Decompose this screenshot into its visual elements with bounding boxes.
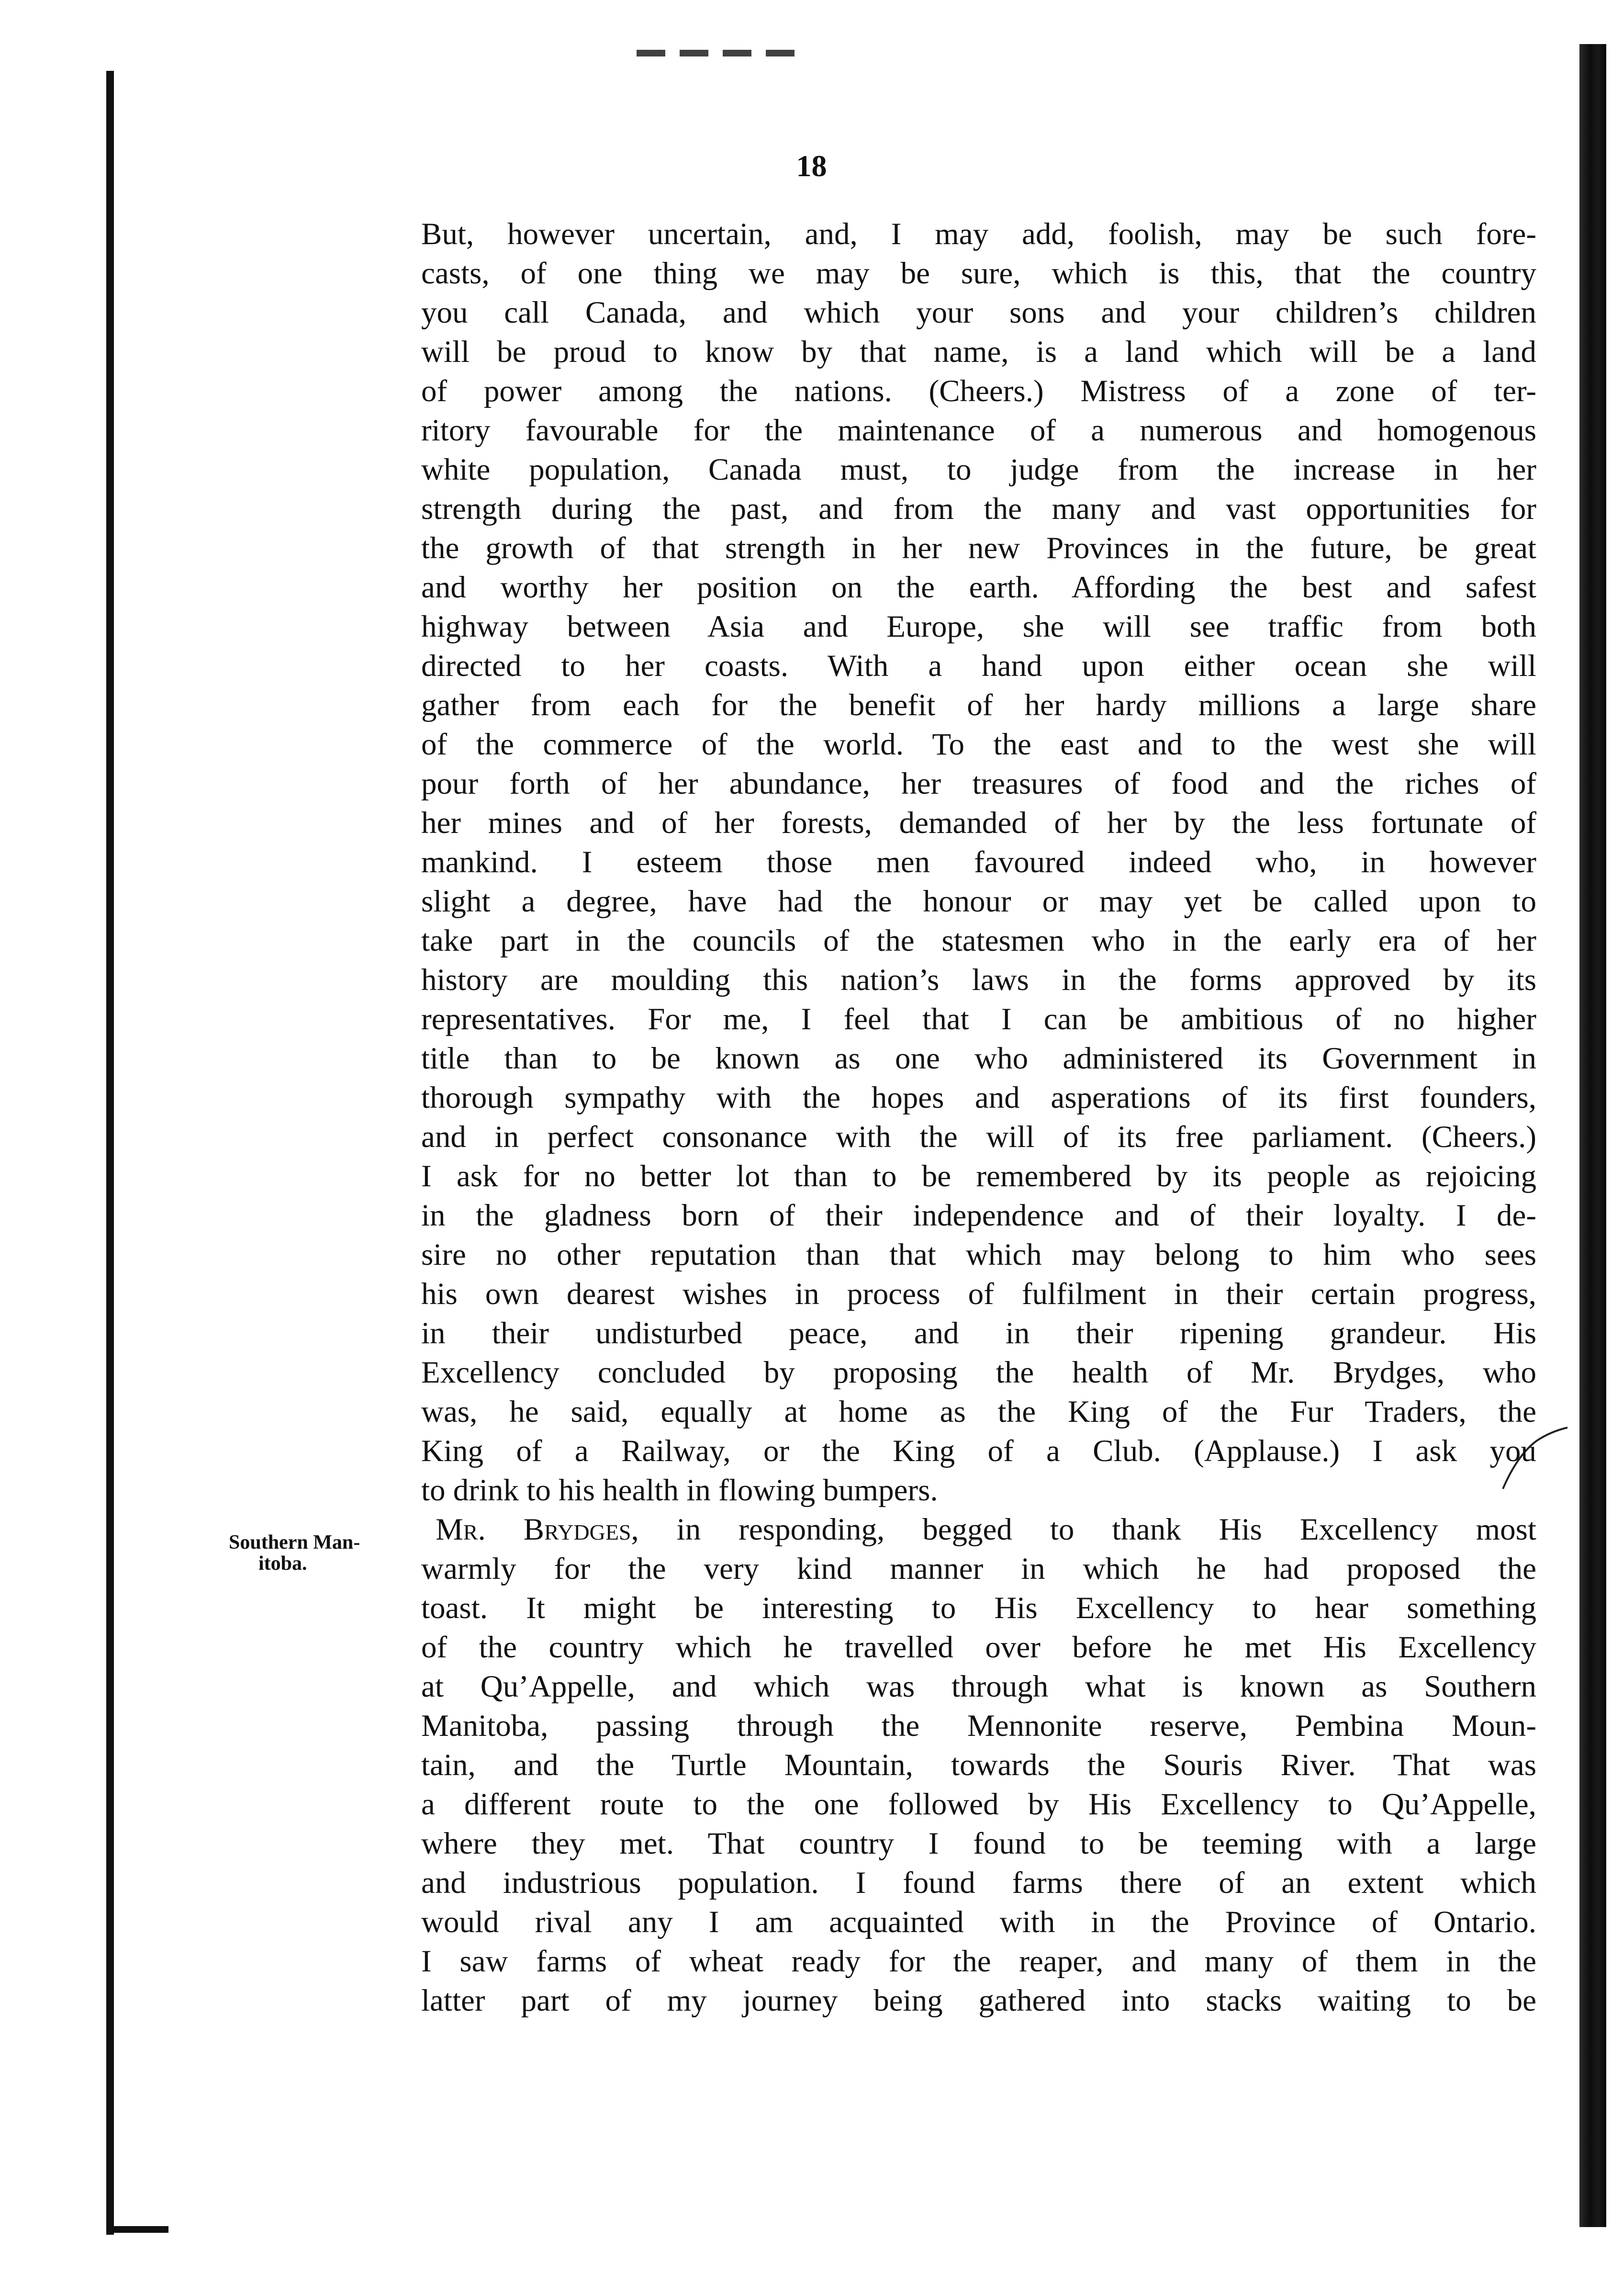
- text-line: [421, 1510, 1536, 1549]
- text-line: a different route to the one followed by His Excellency to Qu’Appelle,: [421, 1787, 1536, 1822]
- text-line: pour forth of her abundance, her treasures of food and the riches of: [421, 766, 1536, 801]
- text-line: title than to be known as one who administered its Government in: [421, 1041, 1536, 1076]
- text-line: and industrious population. I found farms there of an extent which: [421, 1866, 1536, 1900]
- text-line: white population, Canada must, to judge from the increase in her: [421, 452, 1536, 487]
- text-line: of power among the nations. (Cheers.) Mistress of a zone of ter-: [421, 374, 1536, 408]
- text-line: take part in the councils of the statesmen who in the early era of her: [421, 923, 1536, 958]
- text-line: of the commerce of the world. To the east and to the west she will: [421, 727, 1536, 762]
- text-line: strength during the past, and from the many and vast opportunities for: [421, 492, 1536, 526]
- text-line: highway between Asia and Europe, she will see traffic from both: [421, 609, 1536, 644]
- text-line: where they met. That country I found to be teeming with a large: [421, 1826, 1536, 1861]
- text-line: the growth of that strength in her new Provinces in the future, be great: [421, 531, 1536, 565]
- text-line: you call Canada, and which your sons and your children’s children: [421, 295, 1536, 330]
- margin-note: [229, 1532, 415, 1574]
- text-line: But, however uncertain, and, I may add, foolish, may be such fore-: [421, 217, 1536, 251]
- text-line: thorough sympathy with the hopes and asperations of its first founders,: [421, 1080, 1536, 1115]
- text-line: King of a Railway, or the King of a Club. (Applause.) I ask you: [421, 1434, 1536, 1468]
- scan-edge-left: [106, 71, 114, 2235]
- text-line: latter part of my journey being gathered into stacks waiting to be: [421, 1983, 1536, 2018]
- text-line: representatives. For me, I feel that I can be ambitious of no higher: [421, 1002, 1536, 1036]
- text-line: history are moulding this nation’s laws in the forms approved by its: [421, 963, 1536, 997]
- text-line: was, he said, equally at home as the King of the Fur Traders, the: [421, 1395, 1536, 1429]
- paragraph: [421, 214, 1536, 1510]
- text-line: ritory favourable for the maintenance of a numerous and homogenous: [421, 413, 1536, 448]
- text-line: to drink to his health in flowing bumpers.: [421, 1473, 938, 1508]
- body-text: [421, 214, 1536, 2020]
- page-number: 18: [796, 149, 827, 183]
- scan-edge-left-foot: [106, 2226, 168, 2233]
- margin-note-line: Southern Man-: [229, 1531, 360, 1553]
- margin-note-line: itoba.: [258, 1553, 307, 1575]
- text-line: sire no other reputation than that which may belong to him who sees: [421, 1238, 1536, 1272]
- text-line: Excellency concluded by proposing the health of Mr. Brydges, who: [421, 1355, 1536, 1390]
- text-line: gather from each for the benefit of her hardy millions a large share: [421, 688, 1536, 722]
- text-line: warmly for the very kind manner in which he had proposed the: [421, 1552, 1536, 1586]
- paragraph: [421, 1510, 1536, 2020]
- text-line: I saw farms of wheat ready for the reaper, and many of them in the: [421, 1944, 1536, 1979]
- text-line: would rival any I am acquainted with in the Province of Ontario.: [421, 1905, 1536, 1939]
- text-line: of the country which he travelled over before he met His Excellency: [421, 1630, 1536, 1665]
- scan-smudge-top: [637, 50, 795, 56]
- text-line: will be proud to know by that name, is a land which will be a land: [421, 335, 1536, 369]
- text-line: casts, of one thing we may be sure, which is this, that the country: [421, 256, 1536, 291]
- text-line: toast. It might be interesting to His Excellency to hear something: [421, 1591, 1536, 1625]
- scan-edge-right: [1579, 44, 1606, 2227]
- text-line: at Qu’Appelle, and which was through what is known as Southern: [421, 1669, 1536, 1704]
- text-line: slight a degree, have had the honour or may yet be called upon to: [421, 884, 1536, 919]
- text-line: his own dearest wishes in process of fulfilment in their certain progress,: [421, 1277, 1536, 1311]
- text-line: and in perfect consonance with the will of its free parliament. (Cheers.): [421, 1120, 1536, 1154]
- text-line: mankind. I esteem those men favoured indeed who, in however: [421, 845, 1536, 879]
- speaker-name: Mr. Brydges: [436, 1512, 631, 1547]
- text-line: her mines and of her forests, demanded of her by the less fortunate of: [421, 806, 1536, 840]
- text-line: directed to her coasts. With a hand upon either ocean she will: [421, 649, 1536, 683]
- text-line: in their undisturbed peace, and in their ripening grandeur. His: [421, 1316, 1536, 1351]
- text-fragment: , in responding, begged to thank His Excellency most: [631, 1512, 1536, 1547]
- text-line: I ask for no better lot than to be remembered by its people as rejoicing: [421, 1159, 1536, 1193]
- text-line: in the gladness born of their independence and of their loyalty. I de-: [421, 1198, 1536, 1233]
- text-line: tain, and the Turtle Mountain, towards the Souris River. That was: [421, 1748, 1536, 1782]
- text-line: and worthy her position on the earth. Affording the best and safest: [421, 570, 1536, 605]
- text-line: Manitoba, passing through the Mennonite reserve, Pembina Moun-: [421, 1709, 1536, 1743]
